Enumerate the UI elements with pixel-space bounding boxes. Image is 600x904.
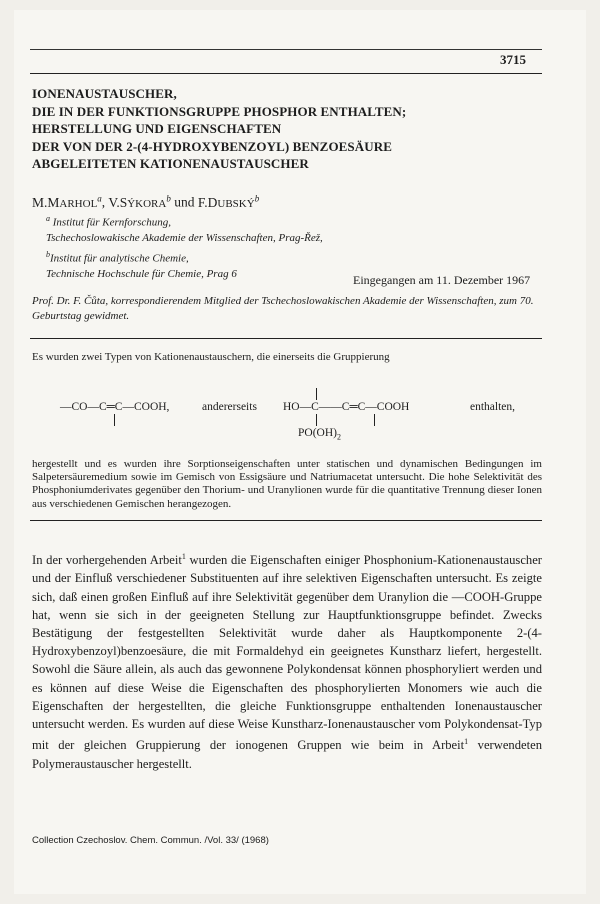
affiliation-b: $^b$Institut für analytische Chemie, <box>46 249 189 265</box>
journal-footer: Collection Czechoslov. Chem. Commun. /Vol. 33/ (1968) <box>32 835 269 846</box>
page-number: 3715 <box>500 52 526 67</box>
formula-1: —CO—C═C—COOH, <box>60 401 170 413</box>
abstract-body: hergestellt und es wurden ihre Sorptionseigenschaften unter statischen und dynamischen Bedingungen im Salpetersäuremedium sowie im Gemisch von Essigsäure und Natriumacetat untersucht. Die hohe Selektivität des Phosphoniumderivates gegenüber den Thorium- und Uranylionen wurde für die quantitative Trennung dieser Ionen aus verschiedenen Gemischen herangezogen. <box>32 458 542 510</box>
footnote-ref-2: 1 <box>464 737 469 747</box>
author-3: F.DUBSKÝ$^b$ <box>197 193 260 210</box>
abstract-bottom-rule <box>30 520 542 521</box>
formula-1-bond <box>114 414 115 426</box>
authors: M.MARHOL$^a$, V.SÝKORA$^b$ und F.DUBSKÝ$^b$ <box>32 193 260 210</box>
formula-2-bottom-bond <box>316 414 317 426</box>
formula-2-substituent: $PO(OH)_2$ <box>298 427 341 442</box>
affiliations: $^a$ Institut für Kernforschung, Tschechoslowakische Akademie der Wissenschaften, Prag-Řež, $^b$Institut für analytische Chemie, Technische Hochschule für Chemie, Prag 6 <box>46 211 323 282</box>
formula-enthalten: enthalten, <box>470 401 516 413</box>
formula-2-top-bond <box>316 388 317 400</box>
formula-connector: andererseits <box>202 401 257 413</box>
abstract-intro: Es wurden zwei Typen von Kationenaustauschern, die einerseits die Gruppierung <box>32 351 390 363</box>
top-rule <box>30 49 542 50</box>
article-title: IONENAUSTAUSCHER, DIE IN DER FUNKTIONSGRUPPE PHOSPHOR ENTHALTEN; HERSTELLUNG UND EIGENSCHAFTEN DER VON DER 2-(4-HYDROXYBENZOYL) BENZOESÄURE ABGELEITETEN KATIONENAUSTAUSCHER <box>32 86 407 171</box>
author-1: M.MARHOL$^a$ <box>32 193 102 210</box>
formula-2: HO—C——C═C—COOH <box>283 401 410 413</box>
body-paragraph: In der vorhergehenden Arbeit$^1$ wurden die Eigenschaften einiger Phosphonium-Kationenaustauscher und der Einfluß verschiedener Substituenten auf ihre selektiven Eigenschaften untersucht. Es zeigte sich, daß einen großen Einfluß auf ihre Selektivität gegenüber dem Uranylion die —COOH-Gruppe hat, wenn sie sich in der geeigneten Stellung zur Hauptfunktionsgruppe befindet. Zwecks Bestätigung der festgestellten Selektivität wurde daher als Hauptkomponente 2-(4-Hydroxybenzoyl)benzoesäure, die mit Formaldehyd ein geeignetes Kunstharz liefert, hergestellt. Sowohl die Säure allein, als auch das gewonnene Polykondensat können phosphoryliert werden und es können auf diese Weise die Eigenschaften des phosphorylierten Monomers wie auch die Eigenschaften der hergestellten, die gleiche Funktionsgruppe enthaltenden Ionenaustauscher untersucht werden. Es wurden auf diese Weise Kunstharz-Ionenaustauscher vom Polykondensat-Typ mit der gleichen Gruppierung der ionogenen Gruppen wie beim in Arbeit$^1$ verwendeten Polymeraustauscher hergestellt. <box>32 552 542 771</box>
formula-2-double-bond-mark <box>374 414 375 426</box>
dedication: Prof. Dr. F. Čůta, korrespondierendem Mitglied der Tschechoslowakischen Akademie der Wissenschaften, zum 70. Geburtstag gewidmet. <box>32 295 534 322</box>
affiliation-a: $^a$ Institut für Kernforschung, <box>46 214 172 229</box>
footnote-ref-1: 1 <box>181 552 186 561</box>
header-rule <box>30 73 542 74</box>
author-2: V.SÝKORA$^b$ <box>108 193 171 210</box>
abstract-top-rule <box>30 338 542 339</box>
received-date: Eingegangen am 11. Dezember 1967 <box>353 273 531 287</box>
